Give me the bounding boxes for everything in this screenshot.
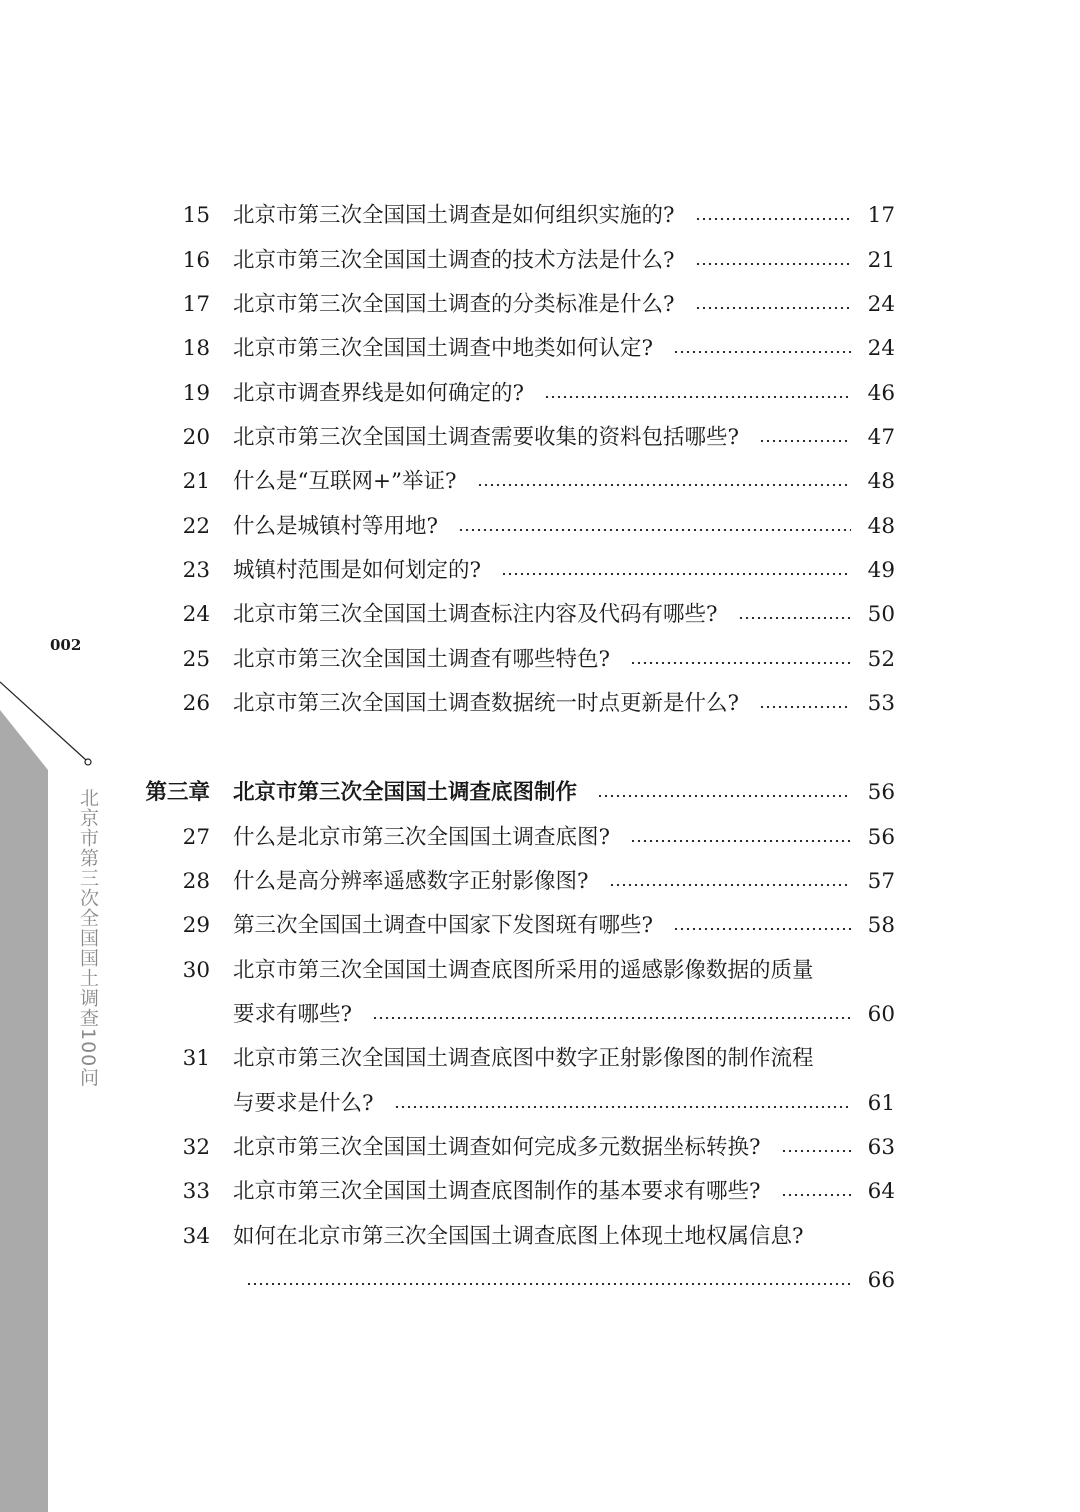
toc-entry[interactable] [130,1177,895,1207]
toc-entry[interactable] [130,512,895,542]
entry-title: 北京市第三次全国国土调查底图制作的基本要求有哪些? [233,1179,761,1204]
entry-title: 北京市第三次全国国土调查需要收集的资料包括哪些? [233,425,740,450]
toc-entry-continuation[interactable] [130,1266,895,1296]
leader-dots [372,1017,851,1019]
toc-entry[interactable] [130,1133,895,1163]
entry-page: 21 [867,248,895,273]
entry-number: 28 [182,869,210,894]
entry-number: 16 [182,248,210,273]
toc-entry[interactable] [130,956,895,986]
entry-page: 63 [867,1135,895,1160]
entry-title: 北京市第三次全国国土调查的技术方法是什么? [233,248,675,273]
leader-dots [544,396,851,398]
entry-number: 21 [182,469,210,494]
entry-title: 北京市第三次全国国土调查有哪些特色? [233,647,611,672]
toc-entry[interactable] [130,867,895,897]
entry-number: 23 [182,558,210,583]
entry-page: 66 [867,1268,895,1293]
toc-entry[interactable] [130,556,895,586]
entry-title: 什么是北京市第三次全国国土调查底图? [233,825,611,850]
chapter-title: 北京市第三次全国国土调查底图制作 [233,780,578,805]
entry-page: 49 [867,558,895,583]
entry-title: 北京市第三次全国国土调查的分类标准是什么? [233,292,675,317]
toc-entry[interactable] [130,1044,895,1074]
chapter-heading[interactable] [130,778,895,808]
leader-dots [630,840,851,842]
entry-title: 什么是城镇村等用地? [233,514,439,539]
entry-number: 29 [182,913,210,938]
entry-page: 46 [867,381,895,406]
toc-entry[interactable] [130,689,895,719]
toc-entry[interactable] [130,201,895,231]
leader-dots [738,617,851,619]
leader-dots [759,440,851,442]
entry-page: 48 [867,469,895,494]
entry-title: 北京市第三次全国国土调查如何完成多元数据坐标转换? [233,1135,761,1160]
entry-title-continued: 与要求是什么? [233,1091,374,1116]
toc-entry[interactable] [130,467,895,497]
leader-dots [501,573,851,575]
leader-dots [246,1283,851,1285]
entry-title: 北京市第三次全国国土调查底图中数字正射影像图的制作流程 [233,1046,814,1071]
entry-number: 32 [182,1135,210,1160]
entry-page: 52 [867,647,895,672]
chapter-page: 56 [867,780,895,805]
entry-title: 北京市第三次全国国土调查底图所采用的遥感影像数据的质量 [233,958,814,983]
entry-page: 47 [867,425,895,450]
entry-number: 33 [182,1179,210,1204]
entry-page: 24 [867,336,895,361]
chapter-label: 第三章 [145,780,210,805]
toc-entry[interactable] [130,600,895,630]
toc-entry[interactable] [130,379,895,409]
entry-number: 18 [182,336,210,361]
entry-title-continued: 要求有哪些? [233,1002,353,1027]
entry-number: 31 [182,1046,210,1071]
entry-number: 17 [182,292,210,317]
entry-number: 19 [182,381,210,406]
leader-dots [609,884,851,886]
entry-page: 50 [867,602,895,627]
leader-dots [458,529,851,531]
toc-entry[interactable] [130,334,895,364]
leader-dots [597,795,851,797]
entry-number: 34 [182,1224,210,1249]
toc-entry[interactable] [130,246,895,276]
entry-title: 城镇村范围是如何划定的? [233,558,482,583]
leader-dots [781,1150,851,1152]
leader-dots [673,928,851,930]
entry-title: 第三次全国国土调查中国家下发图斑有哪些? [233,913,654,938]
leader-dots [759,706,851,708]
entry-page: 58 [867,913,895,938]
toc-entry[interactable] [130,823,895,853]
entry-page: 48 [867,514,895,539]
entry-number: 30 [182,958,210,983]
toc-entry[interactable] [130,911,895,941]
entry-page: 64 [867,1179,895,1204]
entry-title: 什么是高分辨率遥感数字正射影像图? [233,869,589,894]
leader-dots [673,351,851,353]
leader-dots [630,662,851,664]
entry-number: 22 [182,514,210,539]
toc-entry-continuation[interactable] [130,1089,895,1119]
toc-entry-continuation[interactable] [130,1000,895,1030]
entry-number: 25 [182,647,210,672]
leader-dots [695,263,851,265]
entry-number: 27 [182,825,210,850]
entry-title: 北京市第三次全国国土调查中地类如何认定? [233,336,654,361]
toc-entry[interactable] [130,290,895,320]
entry-title: 北京市第三次全国国土调查标注内容及代码有哪些? [233,602,718,627]
grey-side-band [0,710,48,1512]
entry-page: 24 [867,292,895,317]
entry-page: 56 [867,825,895,850]
entry-title: 北京市第三次全国国土调查是如何组织实施的? [233,203,675,228]
leader-dots [781,1194,851,1196]
leader-dots [695,307,851,309]
entry-title: 北京市第三次全国国土调查数据统一时点更新是什么? [233,691,740,716]
entry-title: 北京市调查界线是如何确定的? [233,381,525,406]
toc-entry[interactable] [130,645,895,675]
toc-entry[interactable] [130,423,895,453]
leader-dots [394,1106,851,1108]
entry-page: 17 [867,203,895,228]
entry-number: 24 [182,602,210,627]
leader-dots [695,218,851,220]
entry-title: 什么是“互联网+”举证? [233,469,457,494]
entry-number: 15 [182,203,210,228]
rule-end-dot [85,759,91,765]
page-number: 002 [50,636,82,654]
entry-page: 57 [867,869,895,894]
running-title: 北京市第三次全国国土调查100问 [77,788,99,1088]
toc-entry[interactable] [130,1222,895,1252]
entry-page: 53 [867,691,895,716]
entry-page: 60 [867,1002,895,1027]
entry-page: 61 [867,1091,895,1116]
entry-title: 如何在北京市第三次全国国土调查底图上体现土地权属信息? [233,1224,804,1249]
entry-number: 20 [182,425,210,450]
leader-dots [477,484,851,486]
entry-number: 26 [182,691,210,716]
